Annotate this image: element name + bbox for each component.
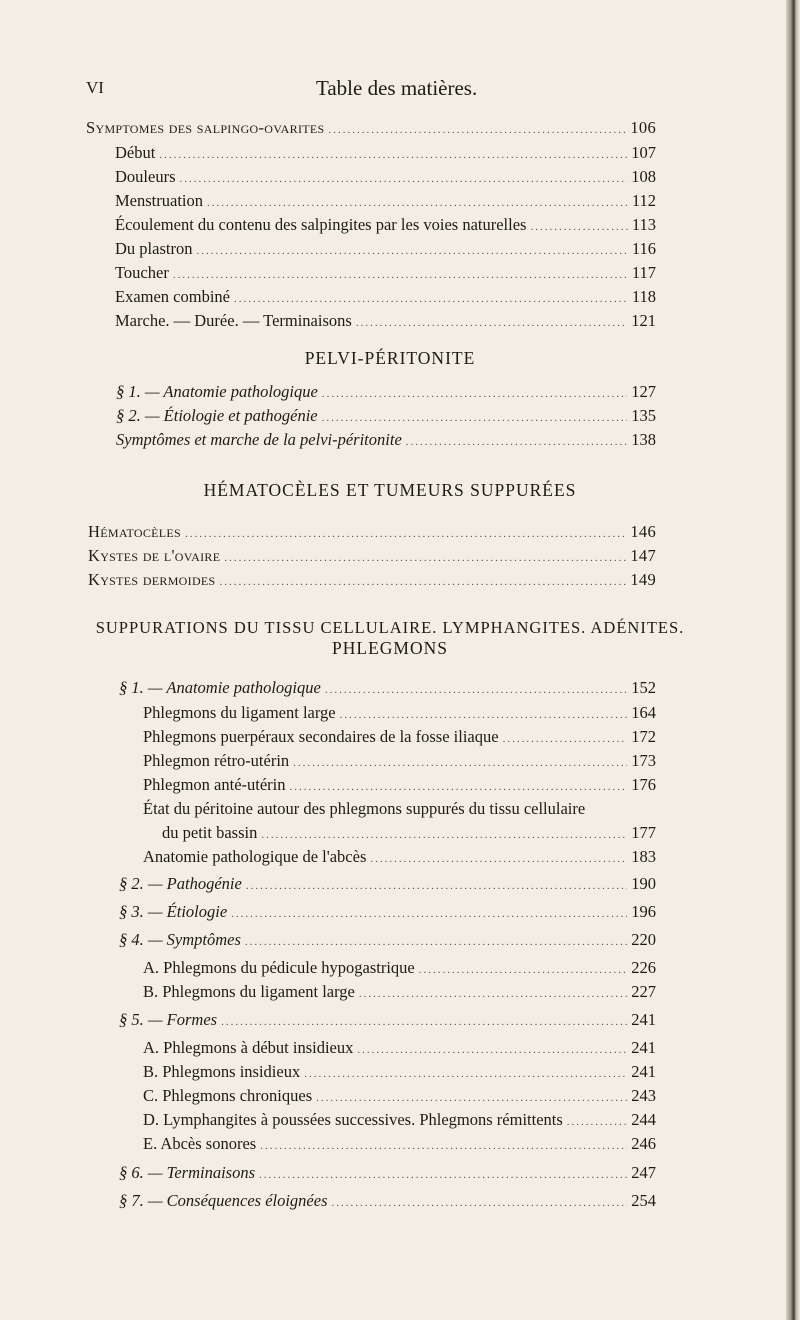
- toc-entry[interactable]: du petit bassin ..... 177: [162, 823, 656, 847]
- toc-entry[interactable]: Douleurs ..... 108: [115, 167, 656, 191]
- toc-entry[interactable]: § 4. — Symptômes ..... 220: [119, 930, 656, 954]
- toc-entry-label: Symptomes des salpingo-ovarites: [86, 118, 325, 137]
- page-header: [86, 78, 686, 104]
- toc-entry[interactable]: Début ..... 107: [115, 143, 656, 167]
- page-edge-shadow: [786, 0, 800, 1320]
- toc-entry[interactable]: A. Phlegmons du pédicule hypogastrique ..... 226: [143, 958, 656, 982]
- toc-entry[interactable]: B. Phlegmons du ligament large ..... 227: [143, 982, 656, 1006]
- toc-entry[interactable]: § 5. — Formes ..... 241: [119, 1010, 656, 1034]
- section-title-pelvi-peritonite: PELVI-PÉRITONITE: [304, 348, 476, 368]
- toc-entry[interactable]: E. Abcès sonores ..... 246: [143, 1134, 656, 1158]
- toc-entry[interactable]: § 6. — Terminaisons ..... 247: [119, 1163, 656, 1187]
- toc-entry-continuation: État du péritoine autour des phlegmons suppurés du tissu cellulaire: [143, 799, 586, 818]
- toc-entry[interactable]: Phlegmons puerpéraux secondaires de la fosse iliaque ..... 172: [143, 727, 656, 751]
- section-title-hematoceles: HÉMATOCÈLES ET TUMEURS SUPPURÉES: [203, 480, 577, 500]
- section-title-suppurations: SUPPURATIONS DU TISSU CELLULAIRE. LYMPHANGITES. ADÉNITES.: [95, 618, 685, 637]
- toc-entry[interactable]: Kystes de l'ovaire ..... 147: [88, 546, 656, 570]
- toc-entry[interactable]: § 7. — Conséquences éloignées ..... 254: [119, 1191, 656, 1215]
- toc-entry[interactable]: B. Phlegmons insidieux ..... 241: [143, 1062, 656, 1086]
- toc-entry[interactable]: D. Lymphangites à poussées successives. Phlegmons rémittents ..... 244: [143, 1110, 656, 1134]
- toc-entry[interactable]: C. Phlegmons chroniques ..... 243: [143, 1086, 656, 1110]
- toc-entry[interactable]: Hématocèles ..... 146: [88, 522, 656, 546]
- toc-entry[interactable]: Toucher ..... 117: [115, 263, 656, 287]
- toc-entry[interactable]: Écoulement du contenu des salpingites par les voies naturelles ..... 113: [115, 215, 656, 239]
- toc-entry[interactable]: A. Phlegmons à début insidieux ..... 241: [143, 1038, 656, 1062]
- toc-entry[interactable]: Phlegmon rétro-utérin ..... 173: [143, 751, 656, 775]
- page-number: VI: [86, 78, 104, 97]
- toc-entry[interactable]: Kystes dermoides ..... 149: [88, 570, 656, 594]
- toc-entry[interactable]: § 3. — Étiologie ..... 196: [119, 902, 656, 926]
- toc-entry-page: 106: [630, 118, 656, 137]
- toc-entry[interactable]: Phlegmons du ligament large ..... 164: [143, 703, 656, 727]
- toc-entry[interactable]: Marche. — Durée. — Terminaisons ..... 121: [115, 311, 656, 335]
- page-title: Table des matières.: [316, 76, 478, 100]
- toc-entry[interactable]: Du plastron ..... 116: [115, 239, 656, 263]
- section-title-phlegmons: PHLEGMONS: [332, 638, 448, 658]
- toc-entry[interactable]: Phlegmon anté-utérin ..... 176: [143, 775, 656, 799]
- toc-entry[interactable]: § 1. — Anatomie pathologique ..... 127: [116, 382, 656, 406]
- toc-entry[interactable]: Menstruation ..... 112: [115, 191, 656, 215]
- toc-entry[interactable]: § 1. — Anatomie pathologique ..... 152: [119, 678, 656, 702]
- toc-entry[interactable]: § 2. — Pathogénie ..... 190: [119, 874, 656, 898]
- toc-entry-symptomes[interactable]: [86, 118, 656, 142]
- toc-entry[interactable]: Anatomie pathologique de l'abcès ..... 183: [143, 847, 656, 871]
- toc-entry[interactable]: Examen combiné ..... 118: [115, 287, 656, 311]
- toc-entry[interactable]: Symptômes et marche de la pelvi-péritonite ..... 138: [116, 430, 656, 454]
- toc-entry[interactable]: § 2. — Étiologie et pathogénie ..... 135: [116, 406, 656, 430]
